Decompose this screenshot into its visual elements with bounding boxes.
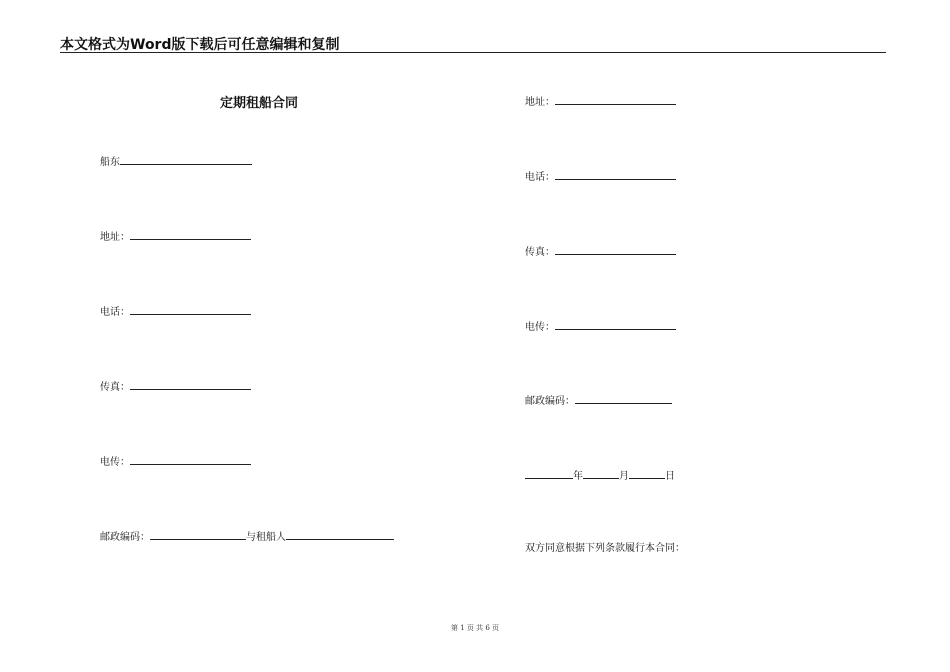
left-telex-label: 电传： [100,457,130,468]
right-phone-blank [555,168,676,180]
document-banner: 本文格式为Word版下载后可任意编辑和复制 [60,37,340,53]
shipowner-blank [120,153,252,165]
date-field [525,467,675,484]
right-phone-label: 电话： [525,172,555,183]
header-divider [60,52,886,53]
right-telex-blank [555,318,676,330]
left-fax-label: 传真： [100,382,130,393]
right-postcode-blank [575,392,672,404]
shipowner-label: 船东 [100,157,120,168]
left-phone-field [100,303,251,320]
right-postcode-label: 邮政编码： [525,396,575,407]
day-label: 日 [665,471,675,482]
right-address-field [525,93,676,110]
left-telex-blank [130,453,251,465]
right-address-label: 地址： [525,97,555,108]
left-phone-blank [130,303,251,315]
right-telex-field [525,318,676,335]
left-phone-label: 电话： [100,307,130,318]
left-address-label: 地址： [100,232,130,243]
year-label: 年 [573,471,583,482]
left-fax-field [100,378,251,395]
right-fax-field [525,243,676,260]
left-postcode-blank [150,528,246,540]
shipowner-field [100,153,252,170]
left-telex-field [100,453,251,470]
right-phone-field [525,168,676,185]
charterer-label: 与租船人 [246,532,286,543]
left-address-field [100,228,251,245]
contract-title: 定期租船合同 [220,96,299,111]
right-postcode-field [525,392,672,409]
page-footer: 第 1 页 共 6 页 [450,624,500,632]
right-fax-label: 传真： [525,247,555,258]
right-address-blank [555,93,676,105]
year-blank [525,467,573,479]
right-telex-label: 电传： [525,322,555,333]
month-blank [583,467,619,479]
left-postcode-label: 邮政编码： [100,532,150,543]
month-label: 月 [619,471,629,482]
right-fax-blank [555,243,676,255]
left-address-blank [130,228,251,240]
day-blank [629,467,665,479]
left-postcode-field [100,528,394,545]
agreement-statement: 双方同意根据下列条款履行本合同： [525,543,685,554]
left-fax-blank [130,378,251,390]
charterer-blank [286,528,394,540]
